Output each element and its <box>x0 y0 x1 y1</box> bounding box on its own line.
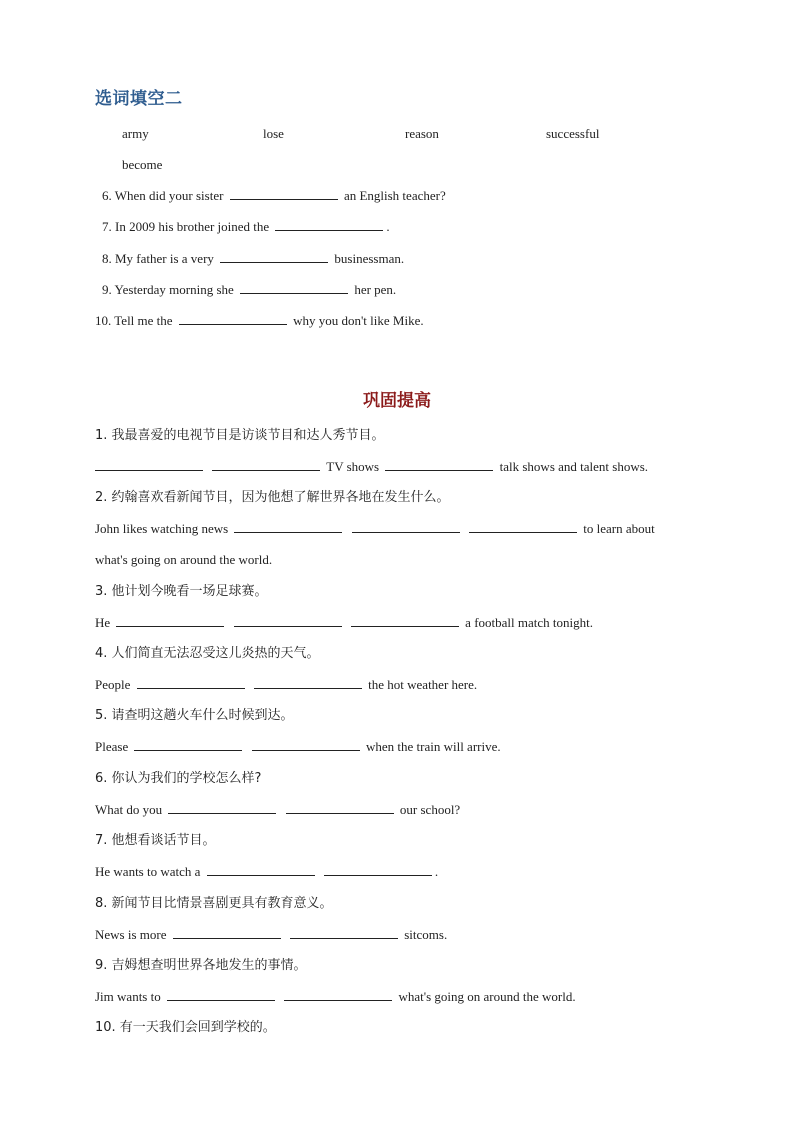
answer-blank[interactable] <box>351 614 459 627</box>
exercise-item <box>102 250 404 268</box>
question-english-continued: what's going on around the world. <box>95 552 273 567</box>
word-bank-item: reason <box>405 126 439 141</box>
question-english <box>95 458 648 476</box>
answer-blank[interactable] <box>385 458 493 471</box>
question-chinese: 8. 新闻节目比情景喜剧更具有教育意义。 <box>95 896 333 911</box>
item-text: Please <box>95 739 129 754</box>
item-text: an English teacher? <box>343 188 446 203</box>
question-english <box>95 676 477 694</box>
item-text: to learn about <box>583 521 655 536</box>
item-text: Yesterday morning she <box>114 282 234 297</box>
answer-blank[interactable] <box>286 801 394 814</box>
answer-blank[interactable] <box>234 520 342 533</box>
item-number: 6. <box>102 188 112 203</box>
question-english <box>95 520 655 538</box>
answer-blank[interactable] <box>179 312 287 325</box>
question-english <box>95 738 501 756</box>
item-text: sitcoms. <box>404 927 448 942</box>
item-text: Tell me the <box>114 313 173 328</box>
answer-blank[interactable] <box>173 926 281 939</box>
item-text: In 2009 his brother joined the <box>115 219 270 234</box>
question-english <box>95 988 576 1006</box>
item-text: her pen. <box>354 282 397 297</box>
question-chinese: 7. 他想看谈话节目。 <box>95 833 216 848</box>
question-chinese: 10. 有一天我们会回到学校的。 <box>95 1020 276 1035</box>
item-number: 7. <box>102 219 112 234</box>
answer-blank[interactable] <box>234 614 342 627</box>
word-bank-item: successful <box>546 126 600 141</box>
item-text: why you don't like Mike. <box>293 313 424 328</box>
item-text: When did your sister <box>114 188 224 203</box>
question-chinese: 5. 请查明这趟火车什么时候到达。 <box>95 708 294 723</box>
answer-blank[interactable] <box>134 738 242 751</box>
item-text: . <box>434 864 439 879</box>
word-bank-item: army <box>122 126 149 141</box>
answer-blank[interactable] <box>168 801 276 814</box>
section-title-word-choice: 选词填空二 <box>95 89 183 109</box>
answer-blank[interactable] <box>352 520 460 533</box>
question-english <box>95 614 593 632</box>
item-number: 10. <box>95 313 112 328</box>
item-text: People <box>95 677 131 692</box>
item-text: What do you <box>95 802 163 817</box>
question-chinese: 4. 人们简直无法忍受这儿炎热的天气。 <box>95 646 320 661</box>
question-chinese: 9. 吉姆想查明世界各地发生的事情。 <box>95 958 307 973</box>
exercise-item <box>102 218 390 236</box>
question-chinese: 3. 他计划今晚看一场足球赛。 <box>95 584 268 599</box>
item-text: a football match tonight. <box>465 615 593 630</box>
item-text: what's going on around the world. <box>398 989 576 1004</box>
answer-blank[interactable] <box>207 863 315 876</box>
answer-blank[interactable] <box>324 863 432 876</box>
item-text: . <box>386 219 390 234</box>
exercise-item <box>102 281 396 299</box>
question-chinese: 1. 我最喜爱的电视节目是访谈节目和达人秀节目。 <box>95 428 385 443</box>
answer-blank[interactable] <box>275 218 383 231</box>
exercise-item <box>102 187 446 205</box>
answer-blank[interactable] <box>220 250 328 263</box>
item-text: TV shows <box>326 459 380 474</box>
question-chinese: 2. 约翰喜欢看新闻节目，因为他想了解世界各地在发生什么。 <box>95 490 450 505</box>
question-english <box>95 801 460 819</box>
word-bank-item: become <box>122 157 163 172</box>
question-chinese: 6. 你认为我们的学校怎么样? <box>95 771 262 786</box>
answer-blank[interactable] <box>116 614 224 627</box>
answer-blank[interactable] <box>469 520 577 533</box>
answer-blank[interactable] <box>254 676 362 689</box>
item-number: 8. <box>102 251 112 266</box>
item-text: talk shows and talent shows. <box>499 459 649 474</box>
item-text: the hot weather here. <box>368 677 478 692</box>
question-english <box>95 863 438 881</box>
exercise-item <box>95 312 424 330</box>
answer-blank[interactable] <box>212 458 320 471</box>
item-text: He wants to watch a <box>95 864 201 879</box>
answer-blank[interactable] <box>95 458 203 471</box>
answer-blank[interactable] <box>252 738 360 751</box>
answer-blank[interactable] <box>137 676 245 689</box>
item-text: when the train will arrive. <box>365 739 501 754</box>
item-text: He <box>95 615 111 630</box>
item-text: our school? <box>399 802 461 817</box>
item-text: John likes watching news <box>95 521 229 536</box>
answer-blank[interactable] <box>240 281 348 294</box>
question-english <box>95 926 447 944</box>
answer-blank[interactable] <box>290 926 398 939</box>
answer-blank[interactable] <box>167 988 275 1001</box>
section-title-consolidation: 巩固提高 <box>363 391 431 411</box>
item-text: My father is a very <box>115 251 214 266</box>
item-number: 9. <box>102 282 112 297</box>
answer-blank[interactable] <box>230 187 338 200</box>
item-text: Jim wants to <box>95 989 161 1004</box>
item-text: businessman. <box>334 251 405 266</box>
word-bank-item: lose <box>263 126 284 141</box>
answer-blank[interactable] <box>284 988 392 1001</box>
item-text: News is more <box>95 927 167 942</box>
